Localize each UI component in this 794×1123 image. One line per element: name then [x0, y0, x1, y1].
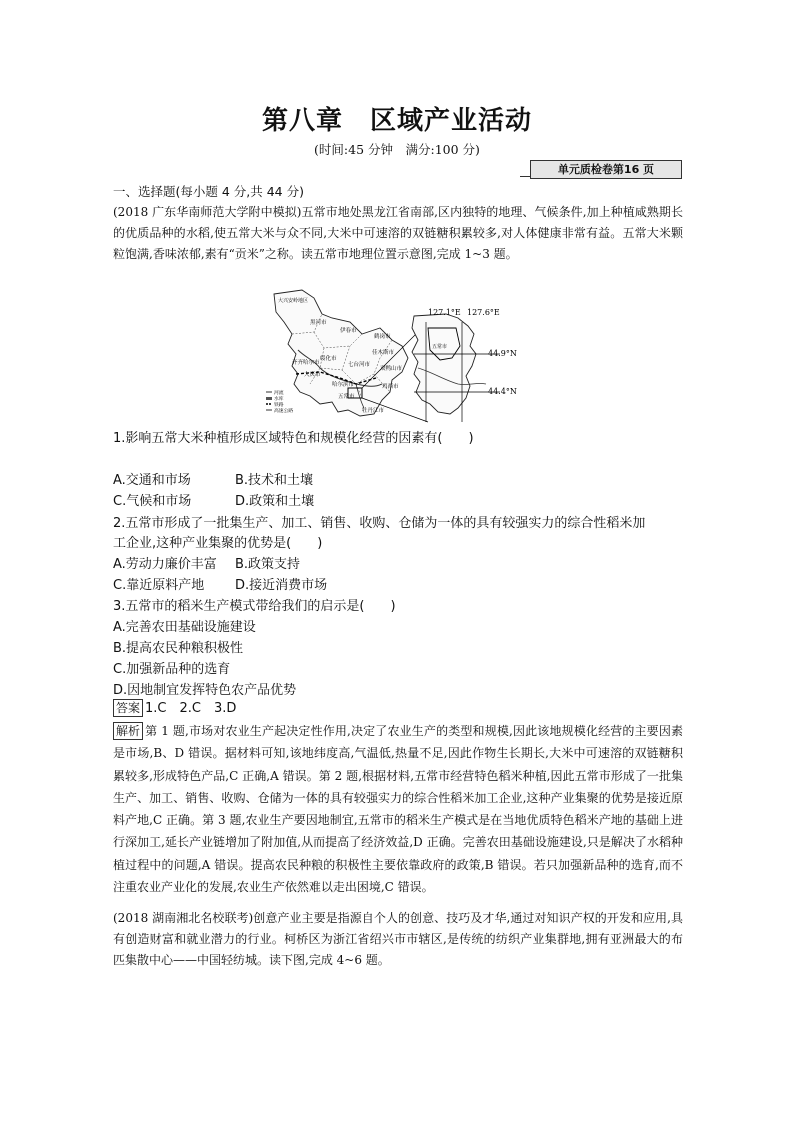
options-row [113, 554, 300, 575]
intro-paragraph-2: (2018 湖南湘北名校联考)创意产业主要是指源自个人的创意、技巧及才华,通过对知识产权的开发和应用,具有创造财富和就业潜力的行业。柯桥区为浙江省绍兴市市辖区,是传统的纺织产业集群地,拥有亚洲最大的布匹集散中心——中国轻纺城。读下图,完成 4~6 题。 [113, 911, 683, 967]
options-row [113, 491, 314, 512]
answer-tag: 答案 [113, 699, 143, 717]
question-2-line-1: 2.五常市形成了一批集生产、加工、销售、收购、仓储为一体的具有较强实力的综合性稻米加 [113, 516, 646, 531]
map-place-label: 绥化市 [320, 356, 337, 362]
analysis-tag: 解析 [113, 722, 143, 740]
legend-label: 河流 [274, 391, 284, 396]
option-d: D.接近消费市场 [235, 578, 328, 593]
intro-paragraph: (2018 广东华南师范大学附中模拟)五常市地处黑龙江省南部,区内独特的地理、气候条件,加上种植咸熟期长的优质品种的水稻,使五常大米与众不同,大米中可速溶的双链糖积累较多,对人体健康非常有益。五常大米颗粒饱满,香味浓郁,素有“贡米”之称。读五常市地理位置示意图,完成 1~3 题。 [113, 205, 683, 261]
option-c: C.靠近原料产地 [113, 578, 205, 593]
map-place-label: 双鸭山市 [380, 366, 403, 372]
option-b: B.政策支持 [235, 557, 301, 572]
map-place-label: 大兴安岭地区 [278, 298, 309, 304]
options-row [113, 470, 313, 491]
page-reference-box: 单元质检卷第16 页 [530, 160, 682, 179]
wuchang-inset [412, 308, 517, 422]
location-map [262, 288, 522, 426]
map-place-label: 哈尔滨市 [332, 382, 355, 388]
map-place-label: 鸡西市 [382, 384, 399, 390]
map-place-label: 七台河市 [348, 362, 371, 368]
question-stem: 1.影响五常大米种植形成区域特色和规模化经营的因素有( ) [113, 431, 474, 446]
option-c: C.气候和市场 [113, 494, 192, 509]
map-place-label: 鹤岗市 [374, 334, 391, 340]
exam-info: (时间:45 分钟 满分:100 分) [314, 142, 480, 157]
longitude-label: 127.1°E [428, 308, 461, 317]
option-b: B.提高农民种粮积极性 [113, 641, 244, 656]
question-2-line-2: 工企业,这种产业集聚的优势是( ) [113, 536, 323, 551]
analysis-text: 第 1 题,市场对农业生产起决定性作用,决定了农业生产的类型和规模,因此该地规模化经营的主要因素是市场,B、D 错误。据材料可知,该地纬度高,气温低,热量不足,因此作物生长期长,大米中可速溶的双链糖积累较多,形成特色产品,C 正确,A 错误。第 2 题,根据材料,五常市经营特色稻米种植,因此五常市形成了一批集生产、加工、销售、收购、仓储为一体的具有较强实力的综合性稻米加工企业,这种产业集聚的优势是接近原料产地,C 正确。第 3 题,农业生产要因地制宜,五常市的稻米生产模式是在当地优质特色稻米产地的基础上进行深加工,延长产业链增加了附加值,从而提高了经济效益,D 正确。完善农田基础设施建设,只是解决了水稻种植过程中的问题,A 错误。提高农民种粮的积极性主要依靠政府的政策,B 错误。若只加强新品种的选育,而不注重农业产业化的发展,农业生产依然难以走出困境,C 错误。 [113, 724, 683, 895]
answer-text: 1.C 2.C 3.D [145, 701, 237, 716]
legend-label: 高速公路 [274, 409, 294, 414]
legend-label: 水库 [274, 397, 284, 402]
option-a: A.交通和市场 [113, 473, 191, 488]
map-place-label: 黑河市 [310, 320, 327, 326]
latitude-label: 44.9°N [488, 349, 517, 358]
map-place-label: 五常市 [338, 394, 355, 400]
page-title: 第八章 区域产业活动 [261, 106, 532, 136]
map-place-label: 齐齐哈尔市 [292, 360, 320, 366]
option-d: D.政策和土壤 [235, 494, 315, 509]
analysis-paragraph [113, 720, 683, 898]
question-3: 3.五常市的稻米生产模式带给我们的启示是( ) [113, 599, 396, 614]
option-d: D.因地制宜发挥特色农产品优势 [113, 683, 297, 698]
option-b: B.技术和土壤 [235, 473, 314, 488]
map-place-label: 牡丹江市 [362, 408, 385, 414]
longitude-label: 127.6°E [467, 308, 500, 317]
legend-label: 铁路 [274, 403, 284, 408]
map-place-label: 伊春市 [340, 328, 357, 334]
map-legend [266, 389, 293, 414]
section-heading: 一、选择题(每小题 4 分,共 44 分) [113, 184, 304, 199]
map-place-label: 佳木斯市 [372, 350, 395, 356]
option-a: A.完善农田基础设施建设 [113, 620, 256, 635]
options-row [113, 575, 327, 596]
latitude-label: 44.4°N [488, 387, 517, 396]
option-c: C.加强新品种的选育 [113, 662, 231, 677]
map-place-label: 五常市 [432, 344, 448, 350]
question-1 [113, 428, 693, 449]
answer-line [113, 699, 236, 718]
map-place-label: 大庆市 [304, 372, 321, 378]
option-a: A.劳动力廉价丰富 [113, 557, 217, 572]
